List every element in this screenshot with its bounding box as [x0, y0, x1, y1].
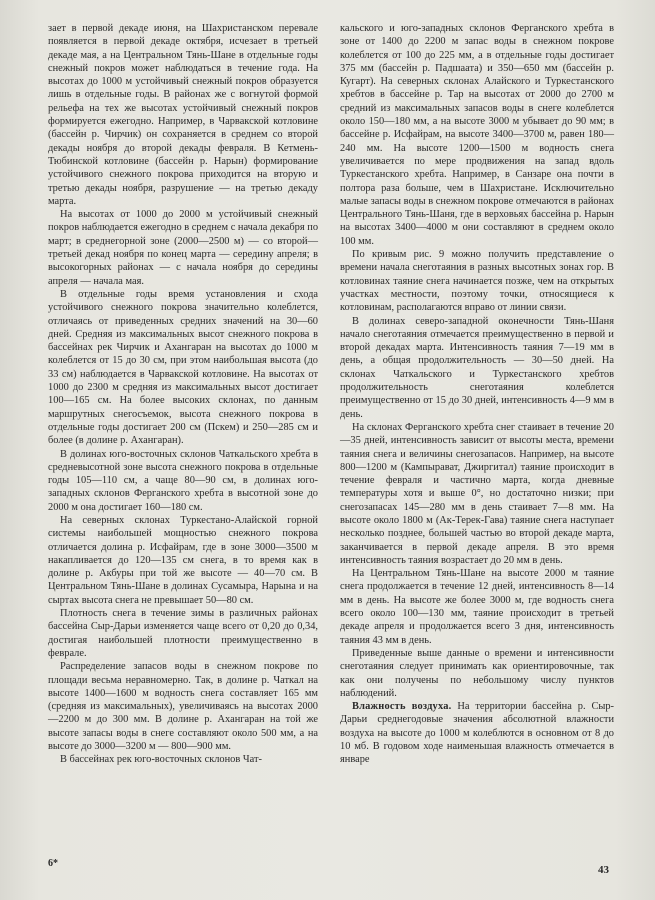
- paragraph: В отдельные годы время установления и схода устойчивого снежного покрова значительно колеблется, отличаясь от приведенных средних значений на 30—60 дней. Средняя из максимальных высот снежного покрова в бассейнах рек Чирчик и Ахангаран на высотах до 1000 м колеблется от 15 до 30 см, при этом наибольшая высота (до 33 см) наблюдается в Чарвакской котловине. На высотах от 1000 до 2300 м средняя из максимальных высот достигает 100—165 см. На более высоких склонах, по данным маршрутных снегосъемок, высота снежного покрова в отдельные годы достигает 200 см (Пскем) и 250—285 см и более (в долине р. Ахангаран).: [48, 288, 318, 447]
- paragraph: Приведенные выше данные о времени и интенсивности снеготаяния следует принимать как ориентировочные, так как они получены по небольшому числу пунктов наблюдений.: [340, 647, 614, 699]
- paragraph: На северных склонах Туркестано-Алайской горной системы наибольшей мощностью снежного покрова отличается долина р. Исфайрам, где в зоне 3000—3500 м накапливается до 120—135 см снега, в то время как в долине р. Акбуры при той же высоте — 40—70 см. В Центральном Тянь-Шане в долинах Сусамыра, Нарына и на сыртах высота снега не превышает 50—80 см.: [48, 514, 318, 606]
- paragraph: По кривым рис. 9 можно получить представление о времени начала снеготаяния в разных высотных зонах гор. В котловинах таяние снега начинается позже, чем на открытых участках местности, поэтому точки, относящиеся к котловинам, располагаются вправо от линии связи.: [340, 249, 614, 314]
- paragraph: В долинах юго-восточных склонов Чаткальского хребта в средневысотной зоне высота снежного покрова в отдельные годы 105—110 см, а чаще 80—90 см, в долинах юго-западных склонов Ферганского хребта в высотной зоне до 2000 м она достигает 160—180 см.: [48, 448, 318, 513]
- paragraph: В долинах северо-западной оконечности Тянь-Шаня начало снеготаяния отмечается преимущественно в первой и второй декадах марта. Интенсивность таяния 7—19 мм в день, а общая продолжительность — 30—50 дней. На склонах Чаткальского и Туркестанского хребтов продолжительность снеготаяния колеблется преимущественно от 15 до 30 дней, интенсивность 4—9 мм в день.: [340, 315, 614, 420]
- signature-mark: 6*: [48, 858, 58, 869]
- page-number: 43: [598, 864, 609, 876]
- paragraph: Плотность снега в течение зимы в различных районах бассейна Сыр-Дарьи изменяется чаще всего от 0,20 до 0,34, достигая наибольшей плотности преимущественно в феврале.: [48, 608, 318, 659]
- humidity-paragraph: [340, 700, 614, 766]
- paragraph: зает в первой декаде июня, на Шахристанском перевале появляется в первой декаде октября, исчезает в третьей декаде мая, а на Центральном Тянь-Шане в отдельные годы снежный покров может наблюдаться в течение года. На высотах до 1000 м устойчивый снежный покров образуется лишь в отдельные годы. В районах же с вогнутой формой рельефа на тех же высотах устойчивый снежный покров формируется ежегодно. Например, в Чарвакской котловине (бассейн р. Чирчик) он сохраняется в среднем со второй декады ноября до второй декады февраля. В Кетмень-Тюбинской котловине (бассейн р. Нарын) формирование устойчивого снежного покрова приходится на вторую и третью декады ноября, разрушение — на третью декаду марта.: [48, 23, 318, 207]
- section-heading: Влажность воздуха.: [352, 701, 452, 713]
- paragraph: На высотах от 1000 до 2000 м устойчивый снежный покров наблюдается ежегодно в среднем с начала декабря по март; в среднегорной зоне (2000—2500 м) — со второй—третьей декад ноября по конец марта — середину апреля; в высокогорных районах — с начала ноября до середины апреля — начала мая.: [48, 209, 319, 287]
- left-column: [48, 22, 318, 767]
- paragraph: В бассейнах рек юго-восточных склонов Чат-: [60, 754, 262, 766]
- paragraph: Распределение запасов воды в снежном покрове по площади весьма неравномерно. Так, в долине р. Чаткал на высоте 1400—1600 м водность снега составляет 165 мм (средняя из максимальных), увеличиваясь на высотах 2000—2200 м до 300 мм. В долине р. Ахангаран на той же высоте запасы воды в снеге составляют около 500 мм, а на высоте до 3000—3200 м — 800—900 мм.: [48, 661, 318, 753]
- paragraph: На склонах Ферганского хребта снег стаивает в течение 20—35 дней, интенсивность зависит от высоты места, времени таяния снега и величины снегозапасов. Например, на высоте 800—1200 м (Кампырават, Джиргитал) таяние происходит в течение февраля и частично марта, когда дневные температуры хотя и выше 0°, но достаточно низки; при снегозапасах 145—280 мм в день стаивает 7—8 мм. На высоте около 1800 м (Ак-Терек-Гава) таяние снега наступает несколько позднее, большей частью во второй декаде марта, заканчивается в первой декаде апреля. В это время интенсивность таяния возрастает до 20 мм в день.: [340, 421, 614, 566]
- paragraph: кальского и юго-западных склонов Ферганского хребта в зоне от 1400 до 2200 м запас воды в снежном покрове колеблется от 100 до 225 мм, а в отдельные годы достигает 375 мм (бассейн р. Падшаата) и 350—650 мм (бассейн р. Кугарт). На северных склонах Алайского и Туркестанского хребтов в бассейне р. Тар на высотах от 2000 до 2700 м средний из максимальных запасов воды в снеге колеблется около 150—180 мм, а на высоте 3000 м убывает до 90 мм; в бассейне р. Исфайрам, на высоте 3400—3700 м, равен 180—240 мм. На высоте 1200—1500 м водность снега увеличивается по мере продвижения на запад вдоль Туркестанского хребта. Например, в Санзаре она почти в полтора раза больше, чем в Шахристане. Исключительно малые запасы воды в снежном покрове отмечаются в районах Центрального Тянь-Шаня, где в верховьях бассейна р. Нарын на высотах 3400—4000 м они составляют в среднем около 100 мм.: [340, 23, 614, 247]
- section-text: На территории бассейна р. Сыр-Дарьи среднегодовые значения абсолютной влажности воздуха на высоте до 1000 м колеблются в основном от 8 до 10 мб. В годовом ходе наименьшая влажность отмечается в январе: [340, 701, 615, 766]
- right-column: [340, 22, 614, 767]
- paragraph: На Центральном Тянь-Шане на высоте 2000 м таяние снега продолжается в течение 12 дней, интенсивность 8—14 мм в день. На высоте же более 3000 м, где водность снега всего около 100—130 мм, таяние происходит в третьей декаде апреля и продолжается всего 3 дня, интенсивность таяния 43 мм в день.: [340, 568, 614, 646]
